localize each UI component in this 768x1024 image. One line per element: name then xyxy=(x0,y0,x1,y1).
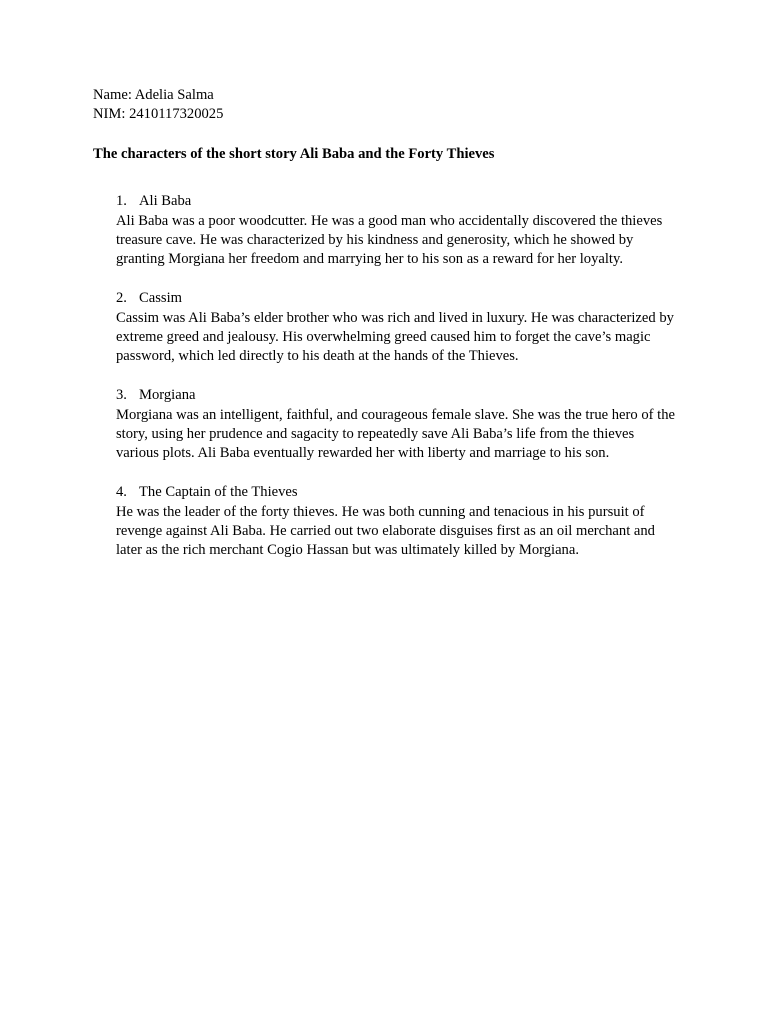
character-number: 3. xyxy=(116,387,127,404)
character-list xyxy=(93,192,678,561)
character-description: He was the leader of the forty thieves. He was both cunning and tenacious in his pursuit of revenge against Ali Baba. He carried out two elaborate disguises first as an oil merchant and later as the rich merchant Cogio Hassan but was ultimately killed by Morgiana. xyxy=(116,503,655,559)
student-nim: NIM: 2410117320025 xyxy=(93,106,224,123)
character-description: Ali Baba was a poor woodcutter. He was a good man who accidentally discovered the thieves treasure cave. He was characterized by his kindness and generosity, which he showed by granting Morgiana her freedom and marrying her to his son as a reward for her loyalty. xyxy=(116,212,663,268)
character-item xyxy=(116,192,678,270)
character-heading xyxy=(116,483,678,502)
character-heading xyxy=(116,386,678,405)
character-description: Cassim was Ali Baba’s elder brother who was rich and lived in luxury. He was characterized by extreme greed and jealousy. His overwhelming greed caused him to forget the cave’s magic password, which led directly to his death at the hands of the Thieves. xyxy=(116,309,674,365)
character-item xyxy=(116,289,678,367)
character-heading xyxy=(116,289,678,308)
document-title: The characters of the short story Ali Baba and the Forty Thieves xyxy=(93,145,495,162)
character-number: 4. xyxy=(116,484,127,501)
character-name: Ali Baba xyxy=(139,193,192,210)
character-item xyxy=(116,386,678,464)
character-name: The Captain of the Thieves xyxy=(139,484,298,501)
student-name: Name: Adelia Salma xyxy=(93,87,214,103)
character-name: Morgiana xyxy=(139,387,196,404)
character-item xyxy=(116,483,678,561)
character-heading xyxy=(116,192,678,211)
character-description: Morgiana was an intelligent, faithful, and courageous female slave. She was the true hero of the story, using her prudence and sagacity to repeatedly save Ali Baba’s life from the thieves various plots. Ali Baba eventually rewarded her with liberty and marriage to his son. xyxy=(116,406,675,462)
character-number: 1. xyxy=(116,193,127,210)
character-number: 2. xyxy=(116,290,127,307)
character-name: Cassim xyxy=(139,290,182,307)
